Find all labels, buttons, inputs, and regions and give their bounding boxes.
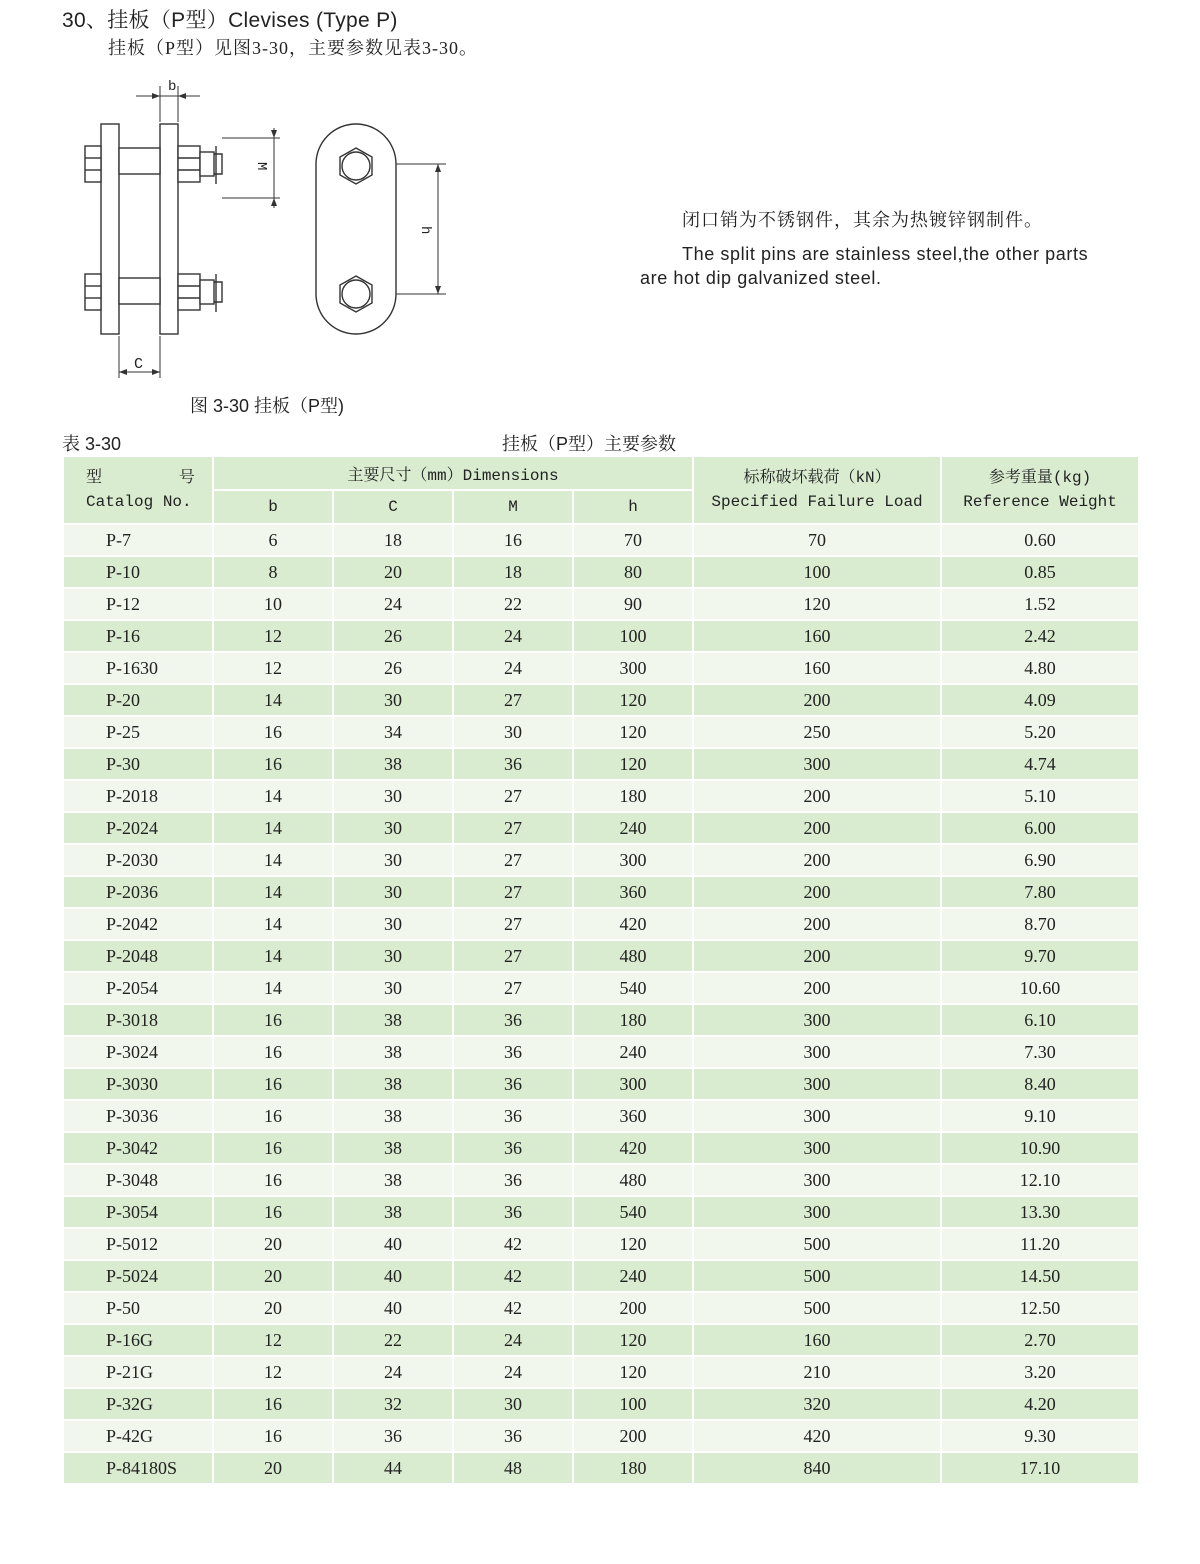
table-row [63, 844, 1139, 876]
cell-b: 16 [213, 1420, 333, 1452]
header-catalog [63, 456, 213, 524]
cell-weight: 17.10 [941, 1452, 1139, 1484]
table-number: 表 3-30 [62, 434, 122, 454]
cell-catalog: P-3036 [63, 1100, 213, 1132]
cell-c: 30 [333, 908, 453, 940]
cell-h: 300 [573, 844, 693, 876]
table-row [63, 684, 1139, 716]
cell-load: 70 [693, 524, 941, 556]
cell-weight: 7.30 [941, 1036, 1139, 1068]
table-row [63, 1004, 1139, 1036]
header-m: M [453, 490, 573, 524]
cell-c: 26 [333, 620, 453, 652]
cell-load: 200 [693, 844, 941, 876]
cell-catalog: P-21G [63, 1356, 213, 1388]
cell-b: 20 [213, 1260, 333, 1292]
cell-b: 20 [213, 1228, 333, 1260]
cell-c: 38 [333, 1132, 453, 1164]
cell-load: 200 [693, 780, 941, 812]
header-weight-en: Reference Weight [963, 493, 1117, 511]
note-chinese: 闭口销为不锈钢件，其余为热镀锌钢制件。 [682, 210, 1043, 230]
cell-h: 540 [573, 972, 693, 1004]
cell-c: 30 [333, 972, 453, 1004]
cell-b: 16 [213, 748, 333, 780]
cell-b: 16 [213, 1196, 333, 1228]
dim-label-b: b [168, 79, 177, 95]
cell-catalog: P-3048 [63, 1164, 213, 1196]
cell-c: 36 [333, 1420, 453, 1452]
cell-catalog: P-25 [63, 716, 213, 748]
cell-c: 38 [333, 1036, 453, 1068]
cell-b: 14 [213, 780, 333, 812]
cell-h: 120 [573, 716, 693, 748]
cell-weight: 10.90 [941, 1132, 1139, 1164]
cell-weight: 0.60 [941, 524, 1139, 556]
cell-m: 36 [453, 1004, 573, 1036]
cell-m: 27 [453, 940, 573, 972]
cell-load: 300 [693, 1196, 941, 1228]
cell-h: 120 [573, 1228, 693, 1260]
cell-load: 120 [693, 588, 941, 620]
figure-caption: 图 3-30 挂板（P型) [190, 396, 345, 416]
header-catalog-cn: 型 号 [86, 469, 195, 487]
spec-table [62, 455, 1140, 1485]
cell-load: 300 [693, 1132, 941, 1164]
table-row [63, 1196, 1139, 1228]
cell-m: 27 [453, 876, 573, 908]
cell-b: 16 [213, 1100, 333, 1132]
table-row [63, 972, 1139, 1004]
cell-c: 26 [333, 652, 453, 684]
cell-h: 480 [573, 940, 693, 972]
cell-weight: 5.20 [941, 716, 1139, 748]
cell-catalog: P-3054 [63, 1196, 213, 1228]
cell-catalog: P-5024 [63, 1260, 213, 1292]
header-h: h [573, 490, 693, 524]
cell-catalog: P-2024 [63, 812, 213, 844]
cell-m: 24 [453, 652, 573, 684]
table-row [63, 620, 1139, 652]
cell-h: 70 [573, 524, 693, 556]
cell-c: 30 [333, 684, 453, 716]
cell-catalog: P-30 [63, 748, 213, 780]
cell-m: 27 [453, 684, 573, 716]
cell-c: 34 [333, 716, 453, 748]
cell-load: 500 [693, 1292, 941, 1324]
cell-load: 200 [693, 812, 941, 844]
table-row [63, 940, 1139, 972]
header-load [693, 456, 941, 524]
table-row [63, 1420, 1139, 1452]
cell-c: 30 [333, 940, 453, 972]
cell-c: 18 [333, 524, 453, 556]
note-english-line1: The split pins are stainless steel,the other parts [682, 244, 1089, 264]
cell-h: 90 [573, 588, 693, 620]
cell-catalog: P-2030 [63, 844, 213, 876]
note-english-line2: are hot dip galvanized steel. [640, 268, 882, 288]
cell-c: 38 [333, 1100, 453, 1132]
table-title: 挂板（P型）主要参数 [502, 434, 677, 454]
cell-catalog: P-2018 [63, 780, 213, 812]
cell-load: 300 [693, 1068, 941, 1100]
cell-load: 200 [693, 908, 941, 940]
cell-h: 120 [573, 1356, 693, 1388]
side-view [85, 86, 280, 378]
header-weight [941, 456, 1139, 524]
cell-h: 240 [573, 812, 693, 844]
cell-m: 27 [453, 844, 573, 876]
cell-catalog: P-3018 [63, 1004, 213, 1036]
cell-m: 36 [453, 1068, 573, 1100]
cell-c: 38 [333, 1004, 453, 1036]
cell-c: 20 [333, 556, 453, 588]
cell-c: 38 [333, 1068, 453, 1100]
header-load-cn: 标称破坏载荷（kN） [743, 469, 891, 487]
cell-h: 180 [573, 1004, 693, 1036]
cell-b: 12 [213, 652, 333, 684]
cell-weight: 8.40 [941, 1068, 1139, 1100]
cell-m: 36 [453, 1164, 573, 1196]
cell-b: 12 [213, 1324, 333, 1356]
cell-weight: 13.30 [941, 1196, 1139, 1228]
cell-m: 36 [453, 1132, 573, 1164]
cell-c: 38 [333, 1164, 453, 1196]
cell-c: 30 [333, 876, 453, 908]
cell-m: 36 [453, 1196, 573, 1228]
cell-c: 44 [333, 1452, 453, 1484]
cell-c: 38 [333, 748, 453, 780]
cell-b: 12 [213, 620, 333, 652]
table-row [63, 780, 1139, 812]
cell-h: 120 [573, 748, 693, 780]
cell-catalog: P-2048 [63, 940, 213, 972]
cell-catalog: P-2054 [63, 972, 213, 1004]
cell-load: 160 [693, 652, 941, 684]
cell-weight: 6.00 [941, 812, 1139, 844]
cell-load: 200 [693, 684, 941, 716]
cell-load: 210 [693, 1356, 941, 1388]
cell-catalog: P-3042 [63, 1132, 213, 1164]
table-row [63, 1228, 1139, 1260]
header-dimensions: 主要尺寸（mm）Dimensions [213, 456, 693, 490]
cell-catalog: P-42G [63, 1420, 213, 1452]
cell-m: 27 [453, 780, 573, 812]
clevis-drawing [60, 76, 460, 396]
cell-catalog: P-3030 [63, 1068, 213, 1100]
cell-m: 36 [453, 1420, 573, 1452]
cell-weight: 11.20 [941, 1228, 1139, 1260]
header-weight-cn: 参考重量(kg) [988, 469, 1092, 487]
table-row [63, 1260, 1139, 1292]
cell-m: 24 [453, 620, 573, 652]
table-row [63, 1292, 1139, 1324]
table-row [63, 1068, 1139, 1100]
cell-c: 30 [333, 844, 453, 876]
table-row [63, 812, 1139, 844]
cell-catalog: P-84180S [63, 1452, 213, 1484]
cell-m: 48 [453, 1452, 573, 1484]
cell-load: 300 [693, 1036, 941, 1068]
cell-b: 6 [213, 524, 333, 556]
cell-h: 100 [573, 1388, 693, 1420]
cell-weight: 9.70 [941, 940, 1139, 972]
cell-catalog: P-12 [63, 588, 213, 620]
cell-load: 840 [693, 1452, 941, 1484]
cell-c: 24 [333, 1356, 453, 1388]
cell-catalog: P-50 [63, 1292, 213, 1324]
cell-m: 36 [453, 1100, 573, 1132]
cell-b: 14 [213, 812, 333, 844]
table-row [63, 1100, 1139, 1132]
cell-weight: 4.80 [941, 652, 1139, 684]
table-row [63, 588, 1139, 620]
cell-weight: 2.70 [941, 1324, 1139, 1356]
cell-catalog: P-32G [63, 1388, 213, 1420]
cell-load: 200 [693, 972, 941, 1004]
table-row [63, 1324, 1139, 1356]
table-row [63, 748, 1139, 780]
cell-weight: 4.20 [941, 1388, 1139, 1420]
cell-weight: 6.10 [941, 1004, 1139, 1036]
cell-weight: 5.10 [941, 780, 1139, 812]
cell-m: 36 [453, 1036, 573, 1068]
cell-h: 180 [573, 1452, 693, 1484]
cell-b: 14 [213, 940, 333, 972]
cell-load: 500 [693, 1260, 941, 1292]
cell-load: 300 [693, 1004, 941, 1036]
cell-c: 30 [333, 780, 453, 812]
table-row [63, 1164, 1139, 1196]
cell-c: 22 [333, 1324, 453, 1356]
cell-weight: 2.42 [941, 620, 1139, 652]
table-row [63, 716, 1139, 748]
cell-h: 360 [573, 876, 693, 908]
cell-catalog: P-10 [63, 556, 213, 588]
cell-h: 240 [573, 1036, 693, 1068]
cell-b: 14 [213, 876, 333, 908]
cell-load: 200 [693, 940, 941, 972]
table-row [63, 1132, 1139, 1164]
cell-weight: 10.60 [941, 972, 1139, 1004]
cell-c: 24 [333, 588, 453, 620]
cell-weight: 9.10 [941, 1100, 1139, 1132]
cell-b: 16 [213, 1004, 333, 1036]
header-b: b [213, 490, 333, 524]
cell-b: 14 [213, 684, 333, 716]
cell-h: 80 [573, 556, 693, 588]
cell-m: 24 [453, 1324, 573, 1356]
cell-catalog: P-2036 [63, 876, 213, 908]
cell-load: 160 [693, 620, 941, 652]
cell-h: 360 [573, 1100, 693, 1132]
cell-b: 16 [213, 1132, 333, 1164]
section-title: 30、挂板（P型）Clevises (Type P) [62, 9, 398, 32]
cell-catalog: P-7 [63, 524, 213, 556]
cell-h: 420 [573, 908, 693, 940]
cell-weight: 8.70 [941, 908, 1139, 940]
cell-load: 250 [693, 716, 941, 748]
cell-weight: 7.80 [941, 876, 1139, 908]
table-row [63, 876, 1139, 908]
cell-load: 420 [693, 1420, 941, 1452]
cell-h: 120 [573, 1324, 693, 1356]
cell-catalog: P-20 [63, 684, 213, 716]
note-english [640, 242, 1160, 290]
cell-h: 300 [573, 1068, 693, 1100]
cell-b: 8 [213, 556, 333, 588]
cell-m: 42 [453, 1292, 573, 1324]
cell-load: 100 [693, 556, 941, 588]
cell-b: 16 [213, 716, 333, 748]
cell-m: 27 [453, 908, 573, 940]
cell-m: 36 [453, 748, 573, 780]
cell-m: 42 [453, 1260, 573, 1292]
cell-b: 16 [213, 1036, 333, 1068]
cell-weight: 9.30 [941, 1420, 1139, 1452]
cell-load: 200 [693, 876, 941, 908]
table-row [63, 556, 1139, 588]
table-row [63, 652, 1139, 684]
cell-h: 240 [573, 1260, 693, 1292]
cell-h: 200 [573, 1420, 693, 1452]
spec-table-body [63, 524, 1139, 1484]
cell-c: 38 [333, 1196, 453, 1228]
cell-load: 500 [693, 1228, 941, 1260]
cell-h: 480 [573, 1164, 693, 1196]
cell-m: 24 [453, 1356, 573, 1388]
table-row [63, 1452, 1139, 1484]
cell-load: 160 [693, 1324, 941, 1356]
table-row [63, 1388, 1139, 1420]
cell-weight: 12.50 [941, 1292, 1139, 1324]
cell-load: 300 [693, 1164, 941, 1196]
cell-m: 27 [453, 812, 573, 844]
cell-b: 10 [213, 588, 333, 620]
cell-load: 320 [693, 1388, 941, 1420]
cell-h: 540 [573, 1196, 693, 1228]
cell-m: 27 [453, 972, 573, 1004]
header-catalog-en: Catalog No. [86, 493, 192, 511]
cell-b: 12 [213, 1356, 333, 1388]
header-c: C [333, 490, 453, 524]
cell-b: 20 [213, 1292, 333, 1324]
cell-weight: 6.90 [941, 844, 1139, 876]
cell-load: 300 [693, 748, 941, 780]
cell-h: 100 [573, 620, 693, 652]
section-subtitle: 挂板（P型）见图3-30，主要参数见表3-30。 [108, 38, 478, 58]
cell-m: 30 [453, 1388, 573, 1420]
cell-m: 30 [453, 716, 573, 748]
cell-catalog: P-1630 [63, 652, 213, 684]
cell-load: 300 [693, 1100, 941, 1132]
cell-h: 300 [573, 652, 693, 684]
cell-h: 420 [573, 1132, 693, 1164]
cell-m: 18 [453, 556, 573, 588]
cell-b: 16 [213, 1164, 333, 1196]
cell-weight: 4.74 [941, 748, 1139, 780]
cell-h: 120 [573, 684, 693, 716]
cell-c: 40 [333, 1292, 453, 1324]
cell-weight: 4.09 [941, 684, 1139, 716]
cell-c: 40 [333, 1228, 453, 1260]
cell-h: 180 [573, 780, 693, 812]
dim-label-h: h [417, 226, 433, 235]
cell-b: 20 [213, 1452, 333, 1484]
table-row [63, 908, 1139, 940]
dim-label-m: M [253, 162, 269, 171]
cell-c: 40 [333, 1260, 453, 1292]
cell-b: 14 [213, 972, 333, 1004]
cell-h: 200 [573, 1292, 693, 1324]
cell-m: 22 [453, 588, 573, 620]
header-load-en: Specified Failure Load [711, 493, 923, 511]
cell-catalog: P-16 [63, 620, 213, 652]
cell-weight: 3.20 [941, 1356, 1139, 1388]
cell-catalog: P-16G [63, 1324, 213, 1356]
cell-b: 14 [213, 844, 333, 876]
cell-weight: 12.10 [941, 1164, 1139, 1196]
cell-weight: 1.52 [941, 588, 1139, 620]
cell-c: 30 [333, 812, 453, 844]
table-row [63, 1036, 1139, 1068]
cell-weight: 0.85 [941, 556, 1139, 588]
cell-catalog: P-3024 [63, 1036, 213, 1068]
cell-weight: 14.50 [941, 1260, 1139, 1292]
table-row [63, 524, 1139, 556]
cell-catalog: P-5012 [63, 1228, 213, 1260]
cell-m: 16 [453, 524, 573, 556]
dim-label-c: C [134, 356, 144, 373]
cell-b: 16 [213, 1068, 333, 1100]
table-row [63, 1356, 1139, 1388]
cell-b: 16 [213, 1388, 333, 1420]
cell-m: 42 [453, 1228, 573, 1260]
cell-b: 14 [213, 908, 333, 940]
cell-catalog: P-2042 [63, 908, 213, 940]
cell-c: 32 [333, 1388, 453, 1420]
